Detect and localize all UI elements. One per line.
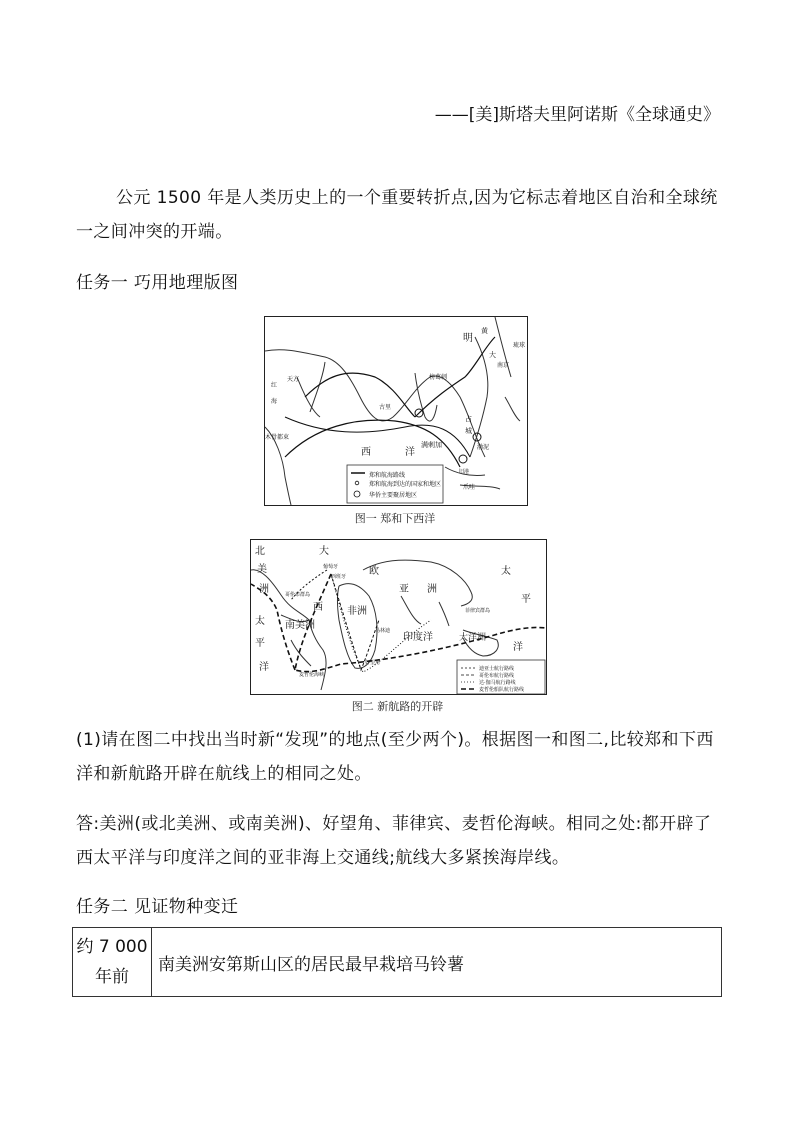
svg-text:哥伦布群岛: 哥伦布群岛 <box>285 592 311 598</box>
svg-text:天方: 天方 <box>287 376 300 383</box>
new-sea-routes-map <box>250 539 547 695</box>
svg-text:马林迪: 马林迪 <box>375 628 391 634</box>
svg-text:洲: 洲 <box>259 584 269 595</box>
event-cell: 南美洲安第斯山区的居民最早栽培马铃薯 <box>152 928 722 997</box>
svg-text:南美洲: 南美洲 <box>285 620 315 631</box>
svg-text:西班牙: 西班牙 <box>331 574 347 580</box>
svg-text:渤泥: 渤泥 <box>477 444 490 451</box>
svg-text:亚: 亚 <box>399 584 409 595</box>
svg-text:美: 美 <box>257 564 267 575</box>
svg-text:洋: 洋 <box>259 662 269 673</box>
svg-text:明: 明 <box>463 333 473 344</box>
svg-text:大: 大 <box>319 546 329 557</box>
quote-source: ——[美]斯塔夫里阿诺斯《全球通史》 <box>434 105 720 125</box>
svg-text:平: 平 <box>521 594 531 605</box>
svg-text:旧港: 旧港 <box>459 469 470 475</box>
svg-text:琉球: 琉球 <box>513 342 526 349</box>
legend-destinations-label: 郑和航海到达的国家和地区 <box>369 481 442 488</box>
svg-text:古里: 古里 <box>379 404 392 411</box>
svg-text:菲律宾群岛: 菲律宾群岛 <box>465 608 491 614</box>
svg-text:南京: 南京 <box>497 362 510 369</box>
svg-text:太: 太 <box>501 566 511 577</box>
legend-route-label: 郑和航海路线 <box>369 472 406 479</box>
svg-text:洋: 洋 <box>405 447 415 458</box>
svg-text:麦哲伦海峡: 麦哲伦海峡 <box>299 672 325 678</box>
svg-text:大洋洲: 大洋洲 <box>459 633 487 643</box>
svg-text:黄: 黄 <box>481 327 488 335</box>
map1-caption: 图一 郑和下西洋 <box>354 512 436 525</box>
legend-dias-label: 迪亚士航行路线 <box>479 666 515 672</box>
legend-overseas-label: 华侨主要聚居地区 <box>369 492 418 499</box>
intro-paragraph: 公元 1500 年是人类历史上的一个重要转折点,因为它标志着地区自治和全球统一之间冲突的开端。 <box>76 188 718 242</box>
svg-text:欧: 欧 <box>369 566 379 577</box>
svg-text:城: 城 <box>465 427 472 435</box>
legend-columbus-label: 哥伦布航行路线 <box>479 673 515 679</box>
svg-text:葡萄牙: 葡萄牙 <box>323 564 339 570</box>
species-timeline-table <box>72 927 722 997</box>
svg-text:红: 红 <box>271 382 278 389</box>
legend-gama-label: 达·伽马航行路线 <box>479 680 516 686</box>
svg-text:满剌加: 满剌加 <box>421 441 442 449</box>
task1-title: 任务一 巧用地理版图 <box>76 273 239 293</box>
legend-magellan-label: 麦哲伦船队航行路线 <box>479 687 525 693</box>
table-row <box>73 928 722 997</box>
svg-text:好望角: 好望角 <box>365 660 381 666</box>
answer-1: 答:美洲(或北美洲、或南美洲)、好望角、菲律宾、麦哲伦海峡。相同之处:都开辟了西太平洋与印度洋之间的亚非海上交通线;航线大多紧挨海岸线。 <box>76 814 712 868</box>
svg-text:太: 太 <box>255 616 265 627</box>
svg-text:平: 平 <box>255 638 265 649</box>
svg-text:洋: 洋 <box>513 642 523 653</box>
svg-text:西: 西 <box>313 602 323 613</box>
svg-text:榜葛剌: 榜葛剌 <box>429 374 448 381</box>
map2-caption: 图二 新航路的开辟 <box>351 700 444 713</box>
time-cell: 约 7 000 年前 <box>73 928 152 997</box>
svg-text:非洲: 非洲 <box>347 606 367 617</box>
svg-text:海: 海 <box>271 398 278 405</box>
task2-title: 任务二 见证物种变迁 <box>76 897 239 917</box>
zhenghe-voyage-map <box>264 316 528 506</box>
svg-text:爪哇: 爪哇 <box>463 484 476 491</box>
svg-text:北: 北 <box>255 546 265 557</box>
svg-text:木骨都束: 木骨都束 <box>265 434 290 441</box>
svg-text:大: 大 <box>489 351 496 359</box>
svg-text:洲: 洲 <box>427 584 437 595</box>
svg-text:西: 西 <box>361 447 371 458</box>
question-1: (1)请在图二中找出当时新“发现”的地点(至少两个)。根据图一和图二,比较郑和下西洋和新航路开辟在航线上的相同之处。 <box>76 730 714 784</box>
svg-text:占: 占 <box>465 415 472 423</box>
svg-text:印度洋: 印度洋 <box>403 632 433 643</box>
